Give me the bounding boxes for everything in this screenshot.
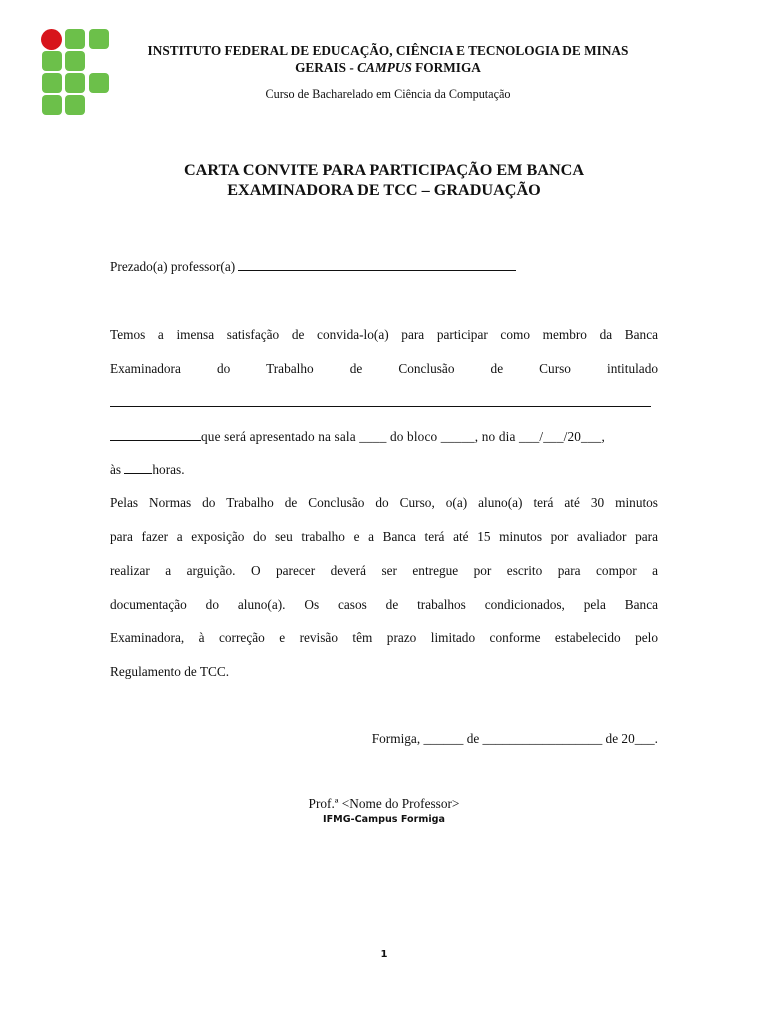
- tcc-title-blank-continued: [110, 428, 201, 441]
- greeting-label: Prezado(a) professor(a): [110, 259, 239, 274]
- institution-logo: [40, 28, 112, 116]
- tcc-title-blank: [110, 394, 651, 407]
- greeting: [110, 258, 658, 276]
- logo-square: [42, 73, 62, 93]
- para2-line6: Regulamento de TCC.: [110, 664, 230, 679]
- professor-name-blank: [238, 258, 516, 271]
- para2-line4: documentação do aluno(a). Os casos de trabalhos condicionados, pela Banca: [110, 597, 658, 612]
- para1-line2: Examinadora do Trabalho de Conclusão de Curso intitulado: [110, 361, 658, 376]
- document-title-line1: CARTA CONVITE PARA PARTICIPAÇÃO EM BANCA: [183, 161, 585, 179]
- para2-line5: Examinadora, à correção e revisão têm prazo limitado conforme estabelecido pelo: [110, 630, 658, 645]
- logo-square: [42, 51, 62, 71]
- logo-square: [42, 95, 62, 115]
- para2-line1: Pelas Normas do Trabalho de Conclusão do Curso, o(a) aluno(a) terá até 30 minutos: [110, 495, 658, 510]
- logo-square: [89, 29, 109, 49]
- logo-square: [65, 51, 85, 71]
- logo-square: [65, 95, 85, 115]
- title-blank-line: [110, 394, 658, 412]
- para2-line2: para fazer a exposição do seu trabalho e a Banca terá até 15 minutos por avaliador para: [110, 529, 658, 544]
- professor-signature: Prof.ª <Nome do Professor>: [308, 796, 460, 811]
- institution-line2-suffix: FORMIGA: [411, 60, 481, 75]
- para1-line4-text: que será apresentado na sala ____ do bloco _____, no dia ___/___/20___,: [201, 429, 605, 444]
- para1-line5-prefix: às: [110, 462, 125, 477]
- document-title-line2: EXAMINADORA DE TCC – GRADUAÇÃO: [227, 181, 541, 199]
- institution-line1: INSTITUTO FEDERAL DE EDUCAÇÃO, CIÊNCIA E TECNOLOGIA DE MINAS: [147, 43, 629, 58]
- campus-label: IFMG-Campus Formiga: [323, 814, 445, 825]
- institution-line2-prefix: GERAIS -: [295, 60, 358, 75]
- institution-name: [118, 42, 658, 76]
- para1-line5: [110, 461, 658, 479]
- para2-line3: realizar a arguição. O parecer deverá ser entregue por escrito para compor a: [110, 563, 658, 578]
- page-number: 1: [380, 949, 388, 960]
- logo-square: [89, 73, 109, 93]
- para1-line4: [110, 428, 658, 446]
- institution-line2: [118, 59, 658, 76]
- document-title: [110, 160, 658, 200]
- hour-blank: [124, 461, 152, 474]
- institution-campus-word: CAMPUS: [357, 60, 412, 75]
- course-name: Curso de Bacharelado em Ciência da Computação: [265, 87, 511, 101]
- logo-square: [65, 73, 85, 93]
- para1-line5-suffix: horas.: [152, 462, 185, 477]
- date-line: Formiga, ______ de __________________ de 20___.: [371, 731, 658, 746]
- para1-line1: Temos a imensa satisfação de convida-lo(a) para participar como membro da Banca: [110, 327, 658, 342]
- logo-red-dot: [41, 29, 62, 50]
